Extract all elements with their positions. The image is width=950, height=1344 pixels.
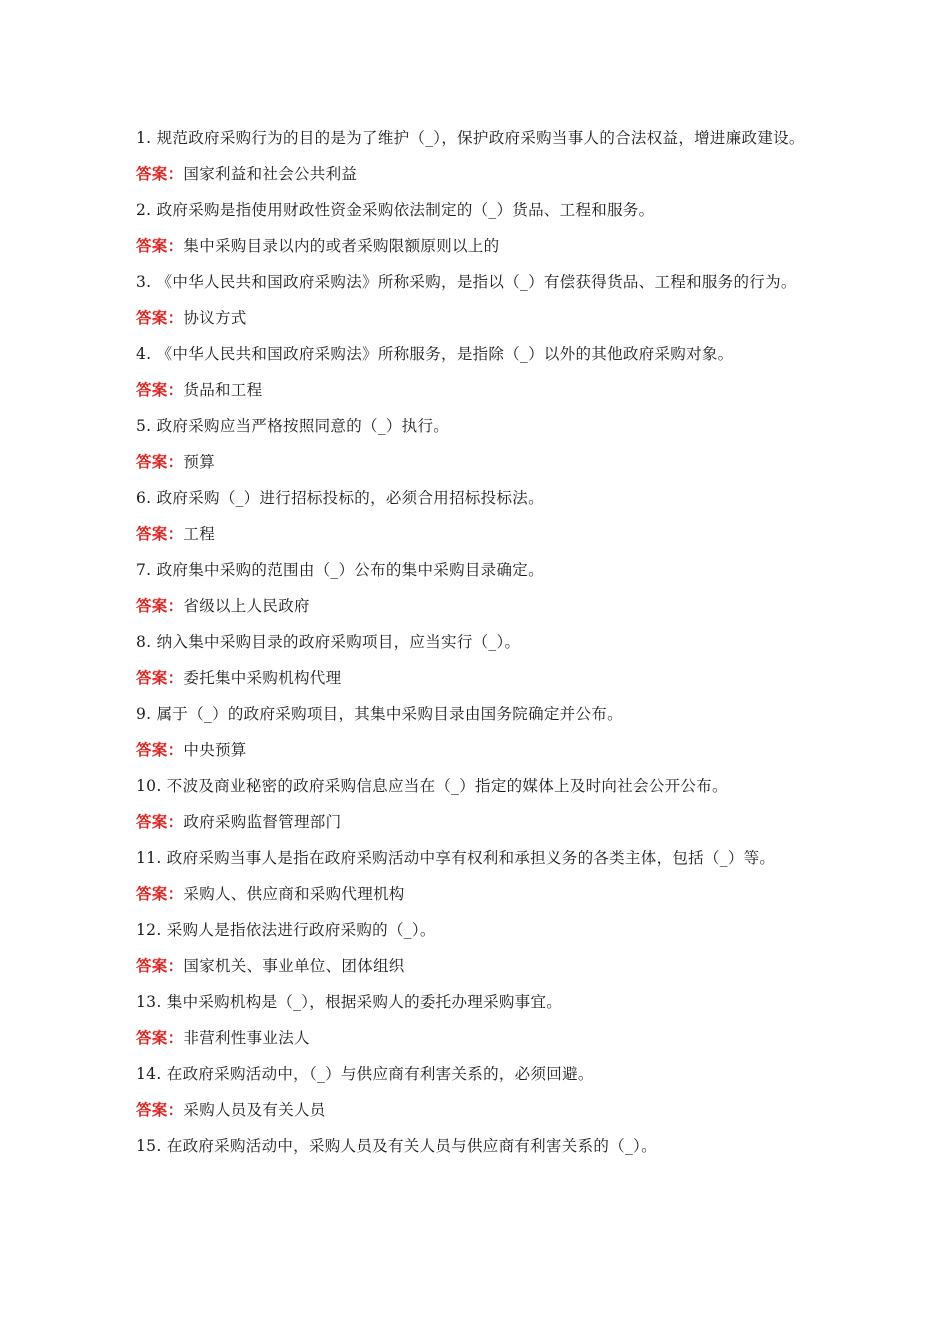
answer-label: 答案： bbox=[136, 740, 184, 759]
answer-label: 答案： bbox=[136, 1100, 184, 1119]
question-8: 8. 纳入集中采购目录的政府采购项目，应当实行（_）。 bbox=[136, 633, 521, 651]
answer-label: 答案： bbox=[136, 164, 184, 183]
answer-text: 货品和工程 bbox=[183, 381, 263, 399]
question-10: 10. 不波及商业秘密的政府采购信息应当在（_）指定的媒体上及时向社会公开公布。 bbox=[136, 777, 728, 795]
question-6: 6. 政府采购（_）进行招标投标的，必须合用招标投标法。 bbox=[136, 489, 544, 507]
answer-text: 采购人员及有关人员 bbox=[183, 1101, 326, 1119]
answer-text: 非营利性事业法人 bbox=[183, 1029, 310, 1047]
answer-13 bbox=[136, 1021, 820, 1055]
answer-label: 答案： bbox=[136, 812, 184, 831]
answer-label: 答案： bbox=[136, 668, 184, 687]
answer-text: 中央预算 bbox=[183, 741, 247, 759]
question-12: 12. 采购人是指依法进行政府采购的（_）。 bbox=[136, 921, 436, 939]
answer-text: 国家机关、事业单位、团体组织 bbox=[183, 957, 405, 975]
answer-text: 协议方式 bbox=[183, 309, 247, 327]
answer-10 bbox=[136, 805, 820, 839]
answer-11 bbox=[136, 877, 820, 911]
question-2: 2. 政府采购是指使用财政性资金采购依法制定的（_）货品、工程和服务。 bbox=[136, 201, 655, 219]
answer-2 bbox=[136, 229, 820, 263]
question-1: 1. 规范政府采购行为的目的是为了维护（_），保护政府采购当事人的合法权益，增进廉政建设。 bbox=[136, 129, 805, 147]
question-7: 7. 政府集中采购的范围由（_）公布的集中采购目录确定。 bbox=[136, 561, 544, 579]
answer-label: 答案： bbox=[136, 884, 184, 903]
question-11: 11. 政府采购当事人是指在政府采购活动中享有权利和承担义务的各类主体，包括（_）等。 bbox=[136, 849, 776, 867]
answer-1 bbox=[136, 157, 820, 191]
answer-text: 国家利益和社会公共利益 bbox=[183, 165, 358, 183]
answer-8 bbox=[136, 661, 820, 695]
question-3: 3. 《中华人民共和国政府采购法》所称采购，是指以（_）有偿获得货品、工程和服务的行为。 bbox=[136, 273, 797, 291]
answer-12 bbox=[136, 949, 820, 983]
answer-label: 答案： bbox=[136, 956, 184, 975]
question-9: 9. 属于（_）的政府采购项目，其集中采购目录由国务院确定并公布。 bbox=[136, 705, 623, 723]
answer-6 bbox=[136, 517, 820, 551]
answer-9 bbox=[136, 733, 820, 767]
question-4: 4. 《中华人民共和国政府采购法》所称服务，是指除（_）以外的其他政府采购对象。 bbox=[136, 345, 734, 363]
answer-text: 采购人、供应商和采购代理机构 bbox=[183, 885, 405, 903]
question-14: 14. 在政府采购活动中，（_）与供应商有利害关系的，必须回避。 bbox=[136, 1065, 594, 1083]
answer-text: 委托集中采购机构代理 bbox=[183, 669, 342, 687]
answer-label: 答案： bbox=[136, 524, 184, 543]
answer-text: 集中采购目录以内的或者采购限额原则以上的 bbox=[183, 237, 500, 255]
answer-text: 工程 bbox=[183, 525, 216, 543]
question-list bbox=[136, 120, 820, 1165]
answer-text: 省级以上人民政府 bbox=[183, 597, 310, 615]
answer-4 bbox=[136, 373, 820, 407]
answer-5 bbox=[136, 445, 820, 479]
answer-label: 答案： bbox=[136, 596, 184, 615]
answer-text: 预算 bbox=[183, 453, 216, 471]
answer-label: 答案： bbox=[136, 452, 184, 471]
answer-label: 答案： bbox=[136, 1028, 184, 1047]
answer-3 bbox=[136, 301, 820, 335]
question-13: 13. 集中采购机构是（_），根据采购人的委托办理采购事宜。 bbox=[136, 993, 563, 1011]
answer-label: 答案： bbox=[136, 236, 184, 255]
answer-7 bbox=[136, 589, 820, 623]
answer-label: 答案： bbox=[136, 308, 184, 327]
answer-14 bbox=[136, 1093, 820, 1127]
question-15: 15. 在政府采购活动中，采购人员及有关人员与供应商有利害关系的（_）。 bbox=[136, 1137, 657, 1155]
answer-label: 答案： bbox=[136, 380, 184, 399]
answer-text: 政府采购监督管理部门 bbox=[183, 813, 342, 831]
question-5: 5. 政府采购应当严格按照同意的（_）执行。 bbox=[136, 417, 450, 435]
